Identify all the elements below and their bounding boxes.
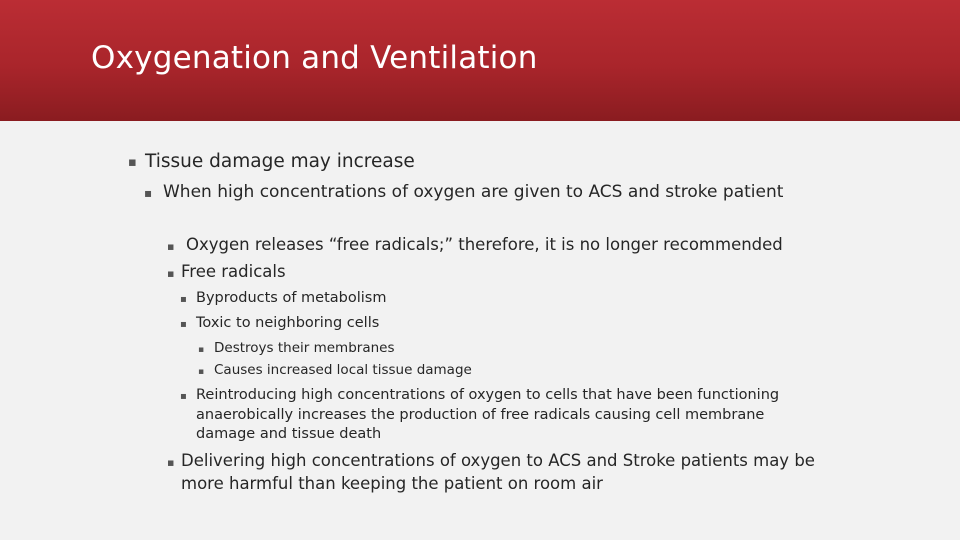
bullet-level-5 — [198, 361, 798, 382]
bullet-marker: ▪ — [180, 294, 187, 305]
bullet-text: Oxygen releases “free radicals;” therefore, it is no longer recommended — [186, 235, 783, 254]
bullet-marker: ▪ — [198, 367, 205, 377]
bullet-text: Destroys their membranes — [214, 340, 395, 356]
bullet-level-2 — [144, 181, 794, 205]
bullet-level-3 — [167, 450, 847, 495]
bullet-text: When high concentrations of oxygen are given to ACS and stroke patient — [163, 182, 784, 202]
slide-title: Oxygenation and Ventilation — [91, 40, 538, 76]
bullet-text: Causes increased local tissue damage — [214, 362, 472, 378]
bullet-text: Tissue damage may increase — [145, 151, 415, 172]
bullet-marker: ▪ — [167, 267, 175, 280]
bullet-text: Delivering high concentrations of oxygen to ACS and Stroke patients may be more harmful than keeping the patient on room air — [181, 451, 815, 493]
bullet-marker: ▪ — [180, 391, 187, 402]
bullet-level-1 — [128, 150, 908, 175]
bullet-marker: ▪ — [180, 319, 187, 330]
bullet-level-5 — [198, 339, 798, 360]
bullet-marker: ▪ — [128, 155, 137, 170]
bullet-text: Toxic to neighboring cells — [196, 315, 380, 331]
bullet-text: Byproducts of metabolism — [196, 290, 387, 306]
bullet-marker: ▪ — [198, 345, 205, 355]
bullet-text: Reintroducing high concentrations of oxygen to cells that have been functioning anaerobically increases the production of free radicals causing cell membrane damage and tissue death — [196, 387, 780, 442]
bullet-level-4 — [180, 314, 830, 335]
bullet-level-3 — [167, 234, 907, 259]
bullet-marker: ▪ — [167, 240, 175, 253]
bullet-level-4 — [180, 289, 830, 310]
bullet-level-4 — [180, 386, 820, 445]
bullet-level-3 — [167, 261, 907, 286]
bullet-marker: ▪ — [144, 186, 153, 200]
bullet-text: Free radicals — [181, 262, 286, 281]
bullet-marker: ▪ — [167, 456, 175, 469]
